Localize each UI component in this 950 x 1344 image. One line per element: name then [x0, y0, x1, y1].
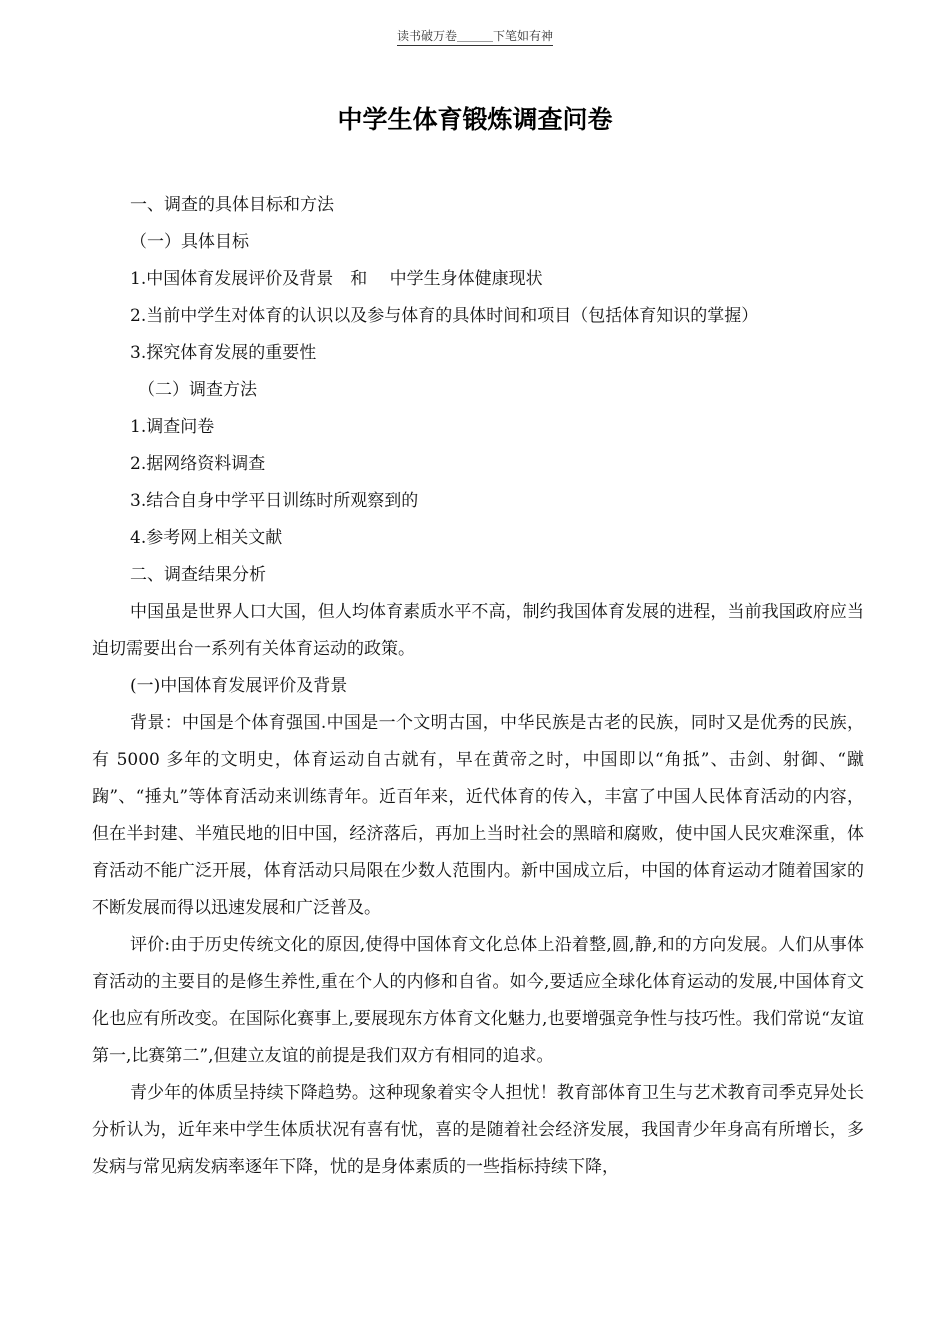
subsection-heading: (一)中国体育发展评价及背景 [130, 676, 348, 696]
body-paragraph: 背景：中国是个体育强国.中国是一个文明古国，中华民族是古老的民族，同时又是优秀的民族，有 5000 多年的文明史，体育运动自古就有，早在黄帝之时，中国即以“角抵”、击剑、射御、“蹴踘”、“捶丸”等体育活动来训练青年。近百年来，近代体育的传入，丰富了中国人民体育活动的内容，但在半封建、半殖民地的旧中国，经济落后，再加上当时社会的黑暗和腐败，使中国人民灾难深重，体育活动不能广泛开展，体育活动只局限在少数人范围内。新中国成立后，中国的体育运动才随着国家的不断发展而得以迅速发展和广泛普及。 [92, 713, 864, 918]
goal-item: 3.探究体育发展的重要性 [130, 343, 317, 363]
document-body [92, 187, 864, 1186]
subsection-heading: （二）调查方法 [138, 380, 257, 400]
section-heading: 二、调查结果分析 [130, 565, 266, 585]
method-item: 1.调查问卷 [130, 417, 215, 437]
body-paragraph: 青少年的体质呈持续下降趋势。这种现象着实令人担忧！教育部体育卫生与艺术教育司季克异处长分析认为，近年来中学生体质状况有喜有忧，喜的是随着社会经济发展，我国青少年身高有所增长，多发病与常见病发病率逐年下降，忧的是身体素质的一些指标持续下降， [92, 1083, 864, 1177]
page-header [0, 27, 950, 44]
method-item: 4.参考网上相关文献 [130, 528, 283, 548]
goal-item: 1.中国体育发展评价及背景 和 中学生身体健康现状 [130, 269, 543, 289]
goal-item: 2.当前中学生对体育的认识以及参与体育的具体时间和项目（包括体育知识的掌握） [130, 306, 759, 326]
header-text: 读书破万卷＿＿＿下笔如有神 [397, 29, 553, 46]
body-paragraph: 评价:由于历史传统文化的原因,使得中国体育文化总体上沿着整,圆,静,和的方向发展。人们从事体育活动的主要目的是修生养性,重在个人的内修和自省。如今,要适应全球化体育运动的发展,中国体育文化也应有所改变。在国际化赛事上,要展现东方体育文化魅力,也要增强竞争性与技巧性。我们常说“友谊第一,比赛第二”,但建立友谊的前提是我们双方有相同的追求。 [92, 935, 864, 1066]
document-title: 中学生体育锻炼调查问卷 [337, 105, 613, 134]
body-paragraph: 中国虽是世界人口大国，但人均体育素质水平不高，制约我国体育发展的进程，当前我国政府应当迫切需要出台一系列有关体育运动的政策。 [92, 602, 864, 659]
subsection-heading: （一）具体目标 [130, 232, 249, 252]
method-item: 2.据网络资料调查 [130, 454, 266, 474]
section-heading: 一、调查的具体目标和方法 [130, 195, 334, 215]
method-item: 3.结合自身中学平日训练时所观察到的 [130, 491, 419, 511]
